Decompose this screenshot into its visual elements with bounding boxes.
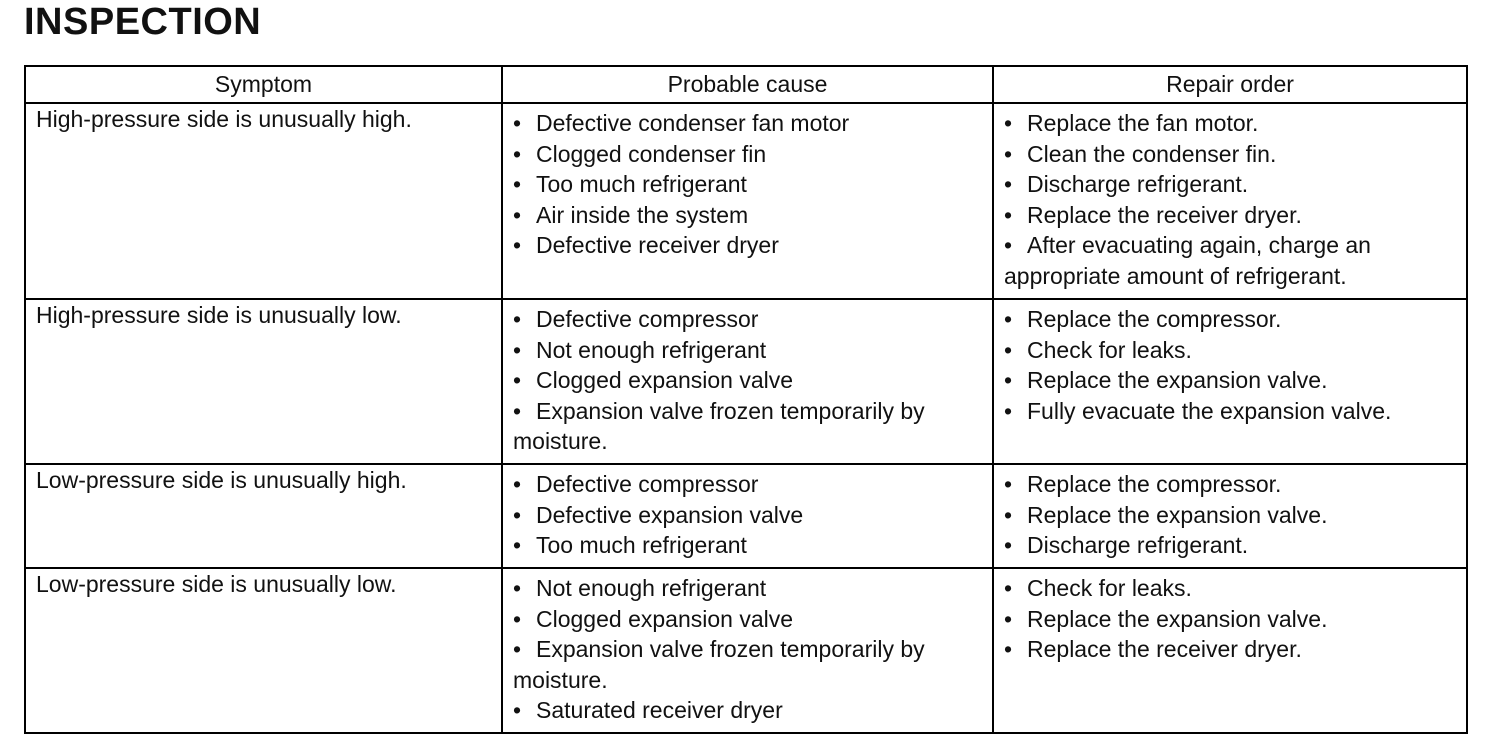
symptom-cell: High-pressure side is unusually low. bbox=[25, 299, 502, 464]
repair-item: • Replace the expansion valve. bbox=[1004, 367, 1328, 393]
repair-order-cell bbox=[993, 464, 1467, 568]
probable-cause-cell bbox=[502, 464, 993, 568]
probable-cause-cell bbox=[502, 103, 993, 299]
cause-item: • Saturated receiver dryer bbox=[513, 697, 783, 723]
cause-item: • Clogged expansion valve bbox=[513, 605, 794, 632]
repair-item: • Replace the fan motor. bbox=[1004, 110, 1259, 136]
repair-order-cell bbox=[993, 568, 1467, 733]
repair-order-cell bbox=[993, 103, 1467, 299]
repair-item: • Fully evacuate the expansion valve. bbox=[1004, 397, 1392, 424]
column-header-symptom: Symptom bbox=[25, 66, 502, 103]
repair-item: • Clean the condenser fin. bbox=[1004, 140, 1277, 167]
cause-item: • Clogged expansion valve bbox=[513, 367, 794, 393]
repair-item: • Replace the compressor. bbox=[1004, 471, 1282, 497]
cause-item: • Not enough refrigerant bbox=[513, 336, 767, 363]
column-header-probable-cause: Probable cause bbox=[502, 66, 993, 103]
table-row bbox=[25, 299, 1467, 464]
column-header-repair-order: Repair order bbox=[993, 66, 1467, 103]
symptom-cell: Low-pressure side is unusually high. bbox=[25, 464, 502, 568]
table-row bbox=[25, 103, 1467, 299]
repair-item: • Check for leaks. bbox=[1004, 575, 1192, 601]
cause-item: • Clogged condenser fin bbox=[513, 140, 767, 167]
cause-item: • Defective expansion valve bbox=[513, 501, 804, 528]
cause-item: • Too much refrigerant bbox=[513, 532, 747, 558]
symptom-cell: Low-pressure side is unusually low. bbox=[25, 568, 502, 733]
repair-item: • Replace the receiver dryer. bbox=[1004, 636, 1302, 662]
probable-cause-cell bbox=[502, 299, 993, 464]
cause-item: • Defective receiver dryer bbox=[513, 232, 779, 258]
cause-item: • Expansion valve frozen temporarily by moisture. bbox=[513, 397, 925, 454]
page-title: INSPECTION bbox=[24, 1, 262, 43]
cause-item: • Expansion valve frozen temporarily by moisture. bbox=[513, 636, 925, 693]
repair-item: • Replace the expansion valve. bbox=[1004, 501, 1328, 528]
repair-item: • After evacuating again, charge an appropriate amount of refrigerant. bbox=[1004, 232, 1371, 289]
repair-item: • Discharge refrigerant. bbox=[1004, 532, 1249, 558]
symptom-cell: High-pressure side is unusually high. bbox=[25, 103, 502, 299]
cause-item: • Defective compressor bbox=[513, 471, 759, 497]
repair-order-cell bbox=[993, 299, 1467, 464]
repair-item: • Check for leaks. bbox=[1004, 336, 1192, 363]
repair-item: • Discharge refrigerant. bbox=[1004, 171, 1249, 197]
table-row bbox=[25, 464, 1467, 568]
table-row bbox=[25, 568, 1467, 733]
cause-item: • Too much refrigerant bbox=[513, 171, 747, 197]
table-header-row bbox=[25, 66, 1467, 103]
cause-item: • Air inside the system bbox=[513, 201, 749, 228]
inspection-table bbox=[24, 65, 1468, 734]
cause-item: • Defective compressor bbox=[513, 306, 759, 332]
repair-item: • Replace the compressor. bbox=[1004, 306, 1282, 332]
repair-item: • Replace the receiver dryer. bbox=[1004, 201, 1302, 228]
cause-item: • Defective condenser fan motor bbox=[513, 110, 850, 136]
repair-item: • Replace the expansion valve. bbox=[1004, 605, 1328, 632]
probable-cause-cell bbox=[502, 568, 993, 733]
cause-item: • Not enough refrigerant bbox=[513, 575, 767, 601]
